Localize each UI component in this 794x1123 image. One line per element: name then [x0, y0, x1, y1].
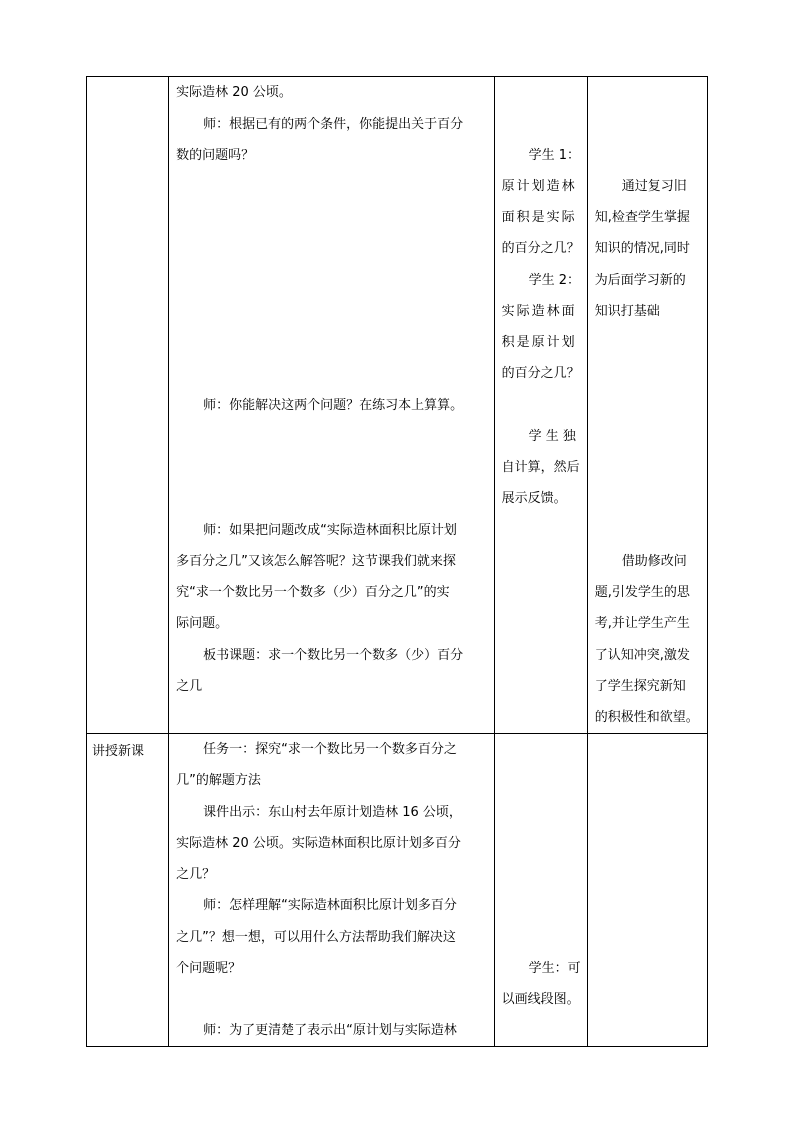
student-line: 学生 2：: [528, 273, 581, 288]
lesson-plan-table: [86, 76, 708, 1047]
teacher-line: 究“求一个数比另一个数多（少）百分之几”的实: [176, 585, 450, 600]
teacher-line: 师：你能解决这两个问题？在练习本上算算。: [203, 398, 464, 413]
design-intent-cell: [587, 77, 707, 734]
intent-line: 了认知冲突,激发: [594, 648, 690, 663]
student-line: 实际造林面: [501, 304, 577, 319]
intent-line: 考,并让学生产生: [594, 616, 690, 631]
intent-line: 题,引发学生的思: [594, 585, 690, 600]
intent-line: 的积极性和欲望。: [594, 710, 699, 725]
teacher-line: 际问题。: [176, 616, 229, 631]
teacher-line: 多百分之几”又该怎么解答呢？这节课我们就来探: [176, 554, 456, 569]
teacher-line: 之几？: [176, 867, 216, 882]
student-line: 的百分之几？: [501, 366, 580, 381]
teacher-line: 师：怎样理解“实际造林面积比原计划多百分: [203, 898, 457, 913]
teacher-line: 师：如果把问题改成“实际造林面积比原计划: [203, 523, 457, 538]
student-line: 学 生 独: [528, 429, 576, 444]
teacher-line: 数的问题吗？: [176, 148, 255, 163]
teacher-line: 之几: [176, 679, 203, 694]
design-intent-cell: [587, 734, 707, 1047]
student-line: 学生 1：: [528, 148, 581, 163]
student-line: 展示反馈。: [501, 491, 567, 506]
teacher-line: 师：根据已有的两个条件，你能提出关于百分: [203, 117, 464, 132]
intent-line: 知识打基础: [594, 304, 660, 319]
stage-label: 讲授新课: [92, 744, 145, 759]
intent-line: 了学生探究新知: [594, 679, 686, 694]
student-activity-cell: [494, 734, 587, 1047]
student-line: 面积是实际: [501, 210, 577, 225]
student-line: 积是原计划: [501, 335, 577, 350]
table-row: [87, 734, 708, 1047]
teacher-line: 实际造林 20 公顷。实际造林面积比原计划多百分: [176, 836, 461, 851]
teacher-line: 个问题呢？: [176, 961, 242, 976]
student-line: 原计划造林: [501, 179, 577, 194]
teacher-line: 几”的解题方法: [176, 773, 261, 788]
intent-line: 通过复习旧: [621, 179, 687, 194]
teacher-activity-cell: [169, 77, 495, 734]
stage-cell: [87, 734, 169, 1047]
teacher-line: 师：为了更清楚了表示出“原计划与实际造林: [203, 1023, 457, 1038]
stage-cell: [87, 77, 169, 734]
table-row: [87, 77, 708, 734]
intent-line: 知识的情况,同时: [594, 241, 690, 256]
teacher-line: 之几”？想一想，可以用什么方法帮助我们解决这: [176, 930, 456, 945]
student-line: 的百分之几？: [501, 241, 580, 256]
teacher-line: 实际造林 20 公顷。: [176, 85, 292, 100]
intent-line: 知,检查学生掌握: [594, 210, 690, 225]
teacher-line: 课件出示：东山村去年原计划造林 16 公顷，: [203, 805, 462, 820]
student-line: 学生：可: [528, 961, 581, 976]
teacher-activity-cell: [169, 734, 495, 1047]
intent-line: 借助修改问: [621, 554, 687, 569]
student-activity-cell: [494, 77, 587, 734]
teacher-line: 任务一：探究“求一个数比另一个数多百分之: [203, 742, 457, 757]
student-line: 自计算，然后: [501, 460, 580, 475]
intent-line: 为后面学习新的: [594, 273, 686, 288]
stage-label: [87, 77, 168, 85]
teacher-line: 板书课题：求一个数比另一个数多（少）百分: [203, 648, 464, 663]
student-line: 以画线段图。: [501, 992, 580, 1007]
